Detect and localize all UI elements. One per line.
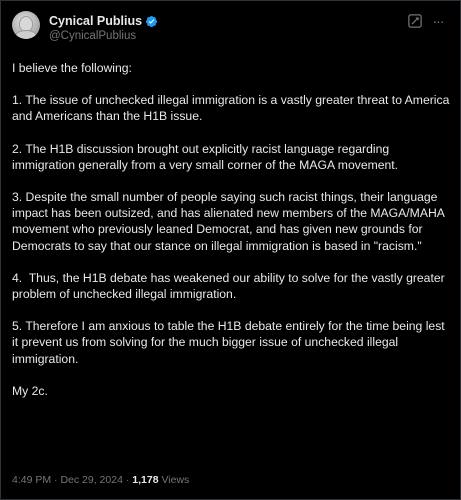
post-paragraph: 2. The H1B discussion brought out explicitly racist language regarding immigration generally from a very small corner of the MAGA movement. [12, 141, 399, 172]
post-paragraph: 3. Despite the small number of people saying such racist things, their language impact has been outsized, and has alienated new members of the MAGA/MAHA movement who previously leaned Democrat, and has given new grounds for Democrats to say that our stance on illegal immigration is based in "racism." [12, 190, 448, 253]
post-text [12, 60, 453, 399]
post-time[interactable]: 4:49 PM [12, 474, 52, 486]
avatar[interactable] [12, 11, 40, 39]
views-label: Views [158, 474, 190, 486]
post-paragraph: 5. Therefore I am anxious to table the H1B debate entirely for the time being lest it prevent us from solving for the much bigger issue of unchecked illegal immigration. [12, 319, 449, 366]
post-metadata [12, 474, 189, 486]
post-date[interactable]: Dec 29, 2024 [60, 474, 123, 486]
post-paragraph: I believe the following: [12, 61, 132, 75]
author-handle[interactable]: @CynicalPublius [49, 30, 137, 42]
views-count: 1,178 [132, 474, 159, 486]
meta-separator: · [51, 474, 61, 486]
verified-badge-icon [145, 15, 158, 28]
meta-separator: · [122, 474, 133, 486]
author-name-row[interactable] [49, 13, 158, 29]
post-paragraph: My 2c. [12, 383, 48, 398]
post-paragraph: 4. Thus, the H1B debate has weakened our ability to solve for the vastly greater problem of unchecked illegal immigration. [12, 270, 449, 302]
author-display-name[interactable]: Cynical Publius [49, 14, 143, 28]
grok-icon[interactable] [408, 14, 422, 28]
more-icon[interactable]: ··· [432, 13, 444, 29]
post-paragraph: 1. The issue of unchecked illegal immigration is a vastly greater threat to America and Americans than the H1B issue. [12, 93, 453, 124]
post-header [12, 11, 452, 47]
